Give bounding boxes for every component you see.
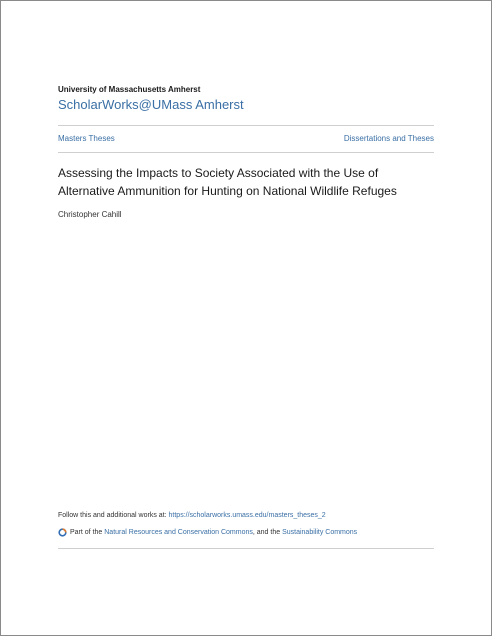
network-commons-icon bbox=[58, 528, 67, 537]
commons-link-natural-resources[interactable]: Natural Resources and Conservation Commons bbox=[104, 529, 253, 536]
title-line-2: Alternative Ammunition for Hunting on National Wildlife Refuges bbox=[58, 184, 397, 198]
author-name: Christopher Cahill bbox=[58, 210, 122, 219]
repository-link[interactable]: ScholarWorks@UMass Amherst bbox=[58, 97, 244, 112]
collection-link-masters-theses[interactable]: Masters Theses bbox=[58, 134, 115, 143]
commons-link-sustainability[interactable]: Sustainability Commons bbox=[282, 529, 358, 536]
title-line-1: Assessing the Impacts to Society Associated with the Use of bbox=[58, 166, 379, 180]
and-the-text: , and the bbox=[252, 529, 281, 536]
divider-middle bbox=[58, 152, 434, 153]
part-of-prefix: Part of the bbox=[70, 529, 103, 536]
follow-line bbox=[58, 512, 326, 519]
follow-text: Follow this and additional works at: bbox=[58, 512, 167, 519]
part-of-line bbox=[58, 528, 357, 537]
collection-link-dissertations[interactable]: Dissertations and Theses bbox=[343, 134, 434, 143]
divider-bottom bbox=[58, 548, 434, 549]
follow-url-link[interactable]: https://scholarworks.umass.edu/masters_theses_2 bbox=[168, 512, 326, 519]
document-title bbox=[58, 164, 438, 200]
divider-top bbox=[58, 125, 434, 126]
institution-name: University of Massachusetts Amherst bbox=[58, 85, 201, 94]
